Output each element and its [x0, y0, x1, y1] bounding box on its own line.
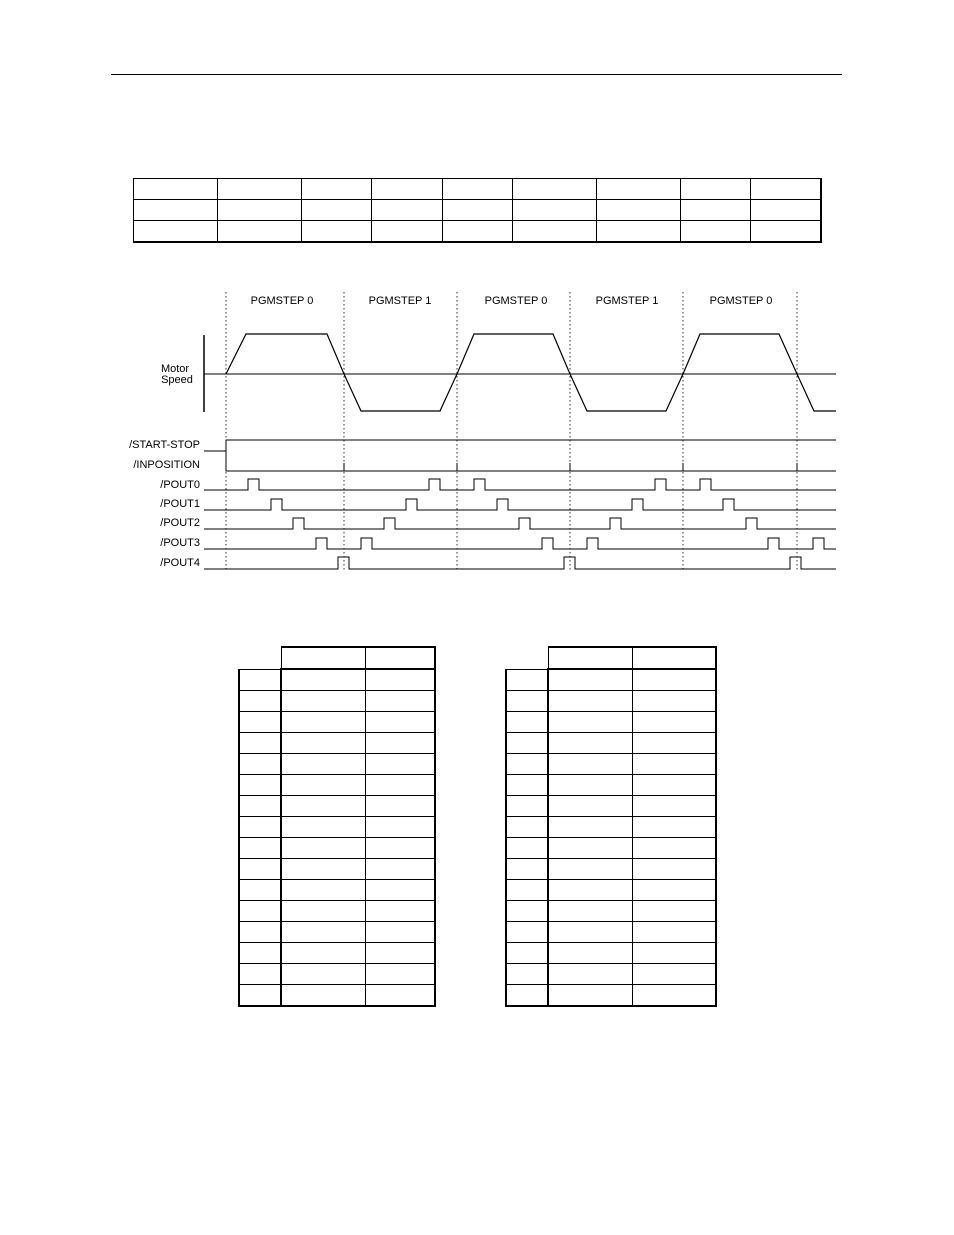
pout2-trace	[204, 518, 836, 529]
table-cell	[548, 669, 632, 691]
table-header-cell	[281, 647, 365, 669]
table-cell	[281, 733, 365, 754]
table-cell	[281, 796, 365, 817]
table-cell	[281, 964, 365, 985]
table-cell	[506, 922, 548, 943]
table-cell	[632, 985, 716, 1007]
table-cell	[365, 691, 435, 712]
table-cell	[632, 880, 716, 901]
table-row	[506, 712, 716, 733]
table-row	[506, 922, 716, 943]
table-row	[506, 691, 716, 712]
step-label: PGMSTEP 0	[250, 295, 314, 307]
table-cell	[506, 943, 548, 964]
signal-label: /POUT4	[160, 557, 200, 569]
table-cell	[239, 901, 281, 922]
table-cell	[548, 922, 632, 943]
table-row	[506, 754, 716, 775]
table-cell	[632, 901, 716, 922]
table-cell	[506, 669, 548, 691]
table-cell	[281, 922, 365, 943]
table-row	[506, 733, 716, 754]
table-cell	[281, 859, 365, 880]
table-cell	[365, 985, 435, 1007]
table-cell	[632, 922, 716, 943]
table-row	[506, 880, 716, 901]
table-cell	[365, 922, 435, 943]
step-label: PGMSTEP 0	[484, 295, 548, 307]
table-cell	[239, 669, 281, 691]
table-cell	[632, 754, 716, 775]
table-cell	[548, 964, 632, 985]
table-cell	[365, 880, 435, 901]
start-stop-trace	[204, 440, 836, 451]
pout0-trace	[204, 479, 836, 490]
inposition-trace	[226, 451, 836, 471]
signal-label: /START-STOP	[129, 439, 200, 451]
table-cell	[239, 880, 281, 901]
table-cell	[365, 775, 435, 796]
table-row	[239, 964, 435, 985]
table-cell	[506, 985, 548, 1007]
table-row	[506, 669, 716, 691]
table-cell	[239, 985, 281, 1007]
table-row	[239, 880, 435, 901]
table-cell	[506, 796, 548, 817]
table-cell	[365, 943, 435, 964]
table-cell	[365, 754, 435, 775]
table-header-row	[506, 647, 716, 669]
table-cell	[506, 691, 548, 712]
table-cell	[281, 754, 365, 775]
table-cell	[632, 943, 716, 964]
table-row	[239, 712, 435, 733]
table-cell	[365, 796, 435, 817]
table-cell	[365, 669, 435, 691]
table-cell	[365, 901, 435, 922]
table-cell	[506, 859, 548, 880]
table-cell	[506, 964, 548, 985]
table-row	[239, 669, 435, 691]
table-cell	[506, 733, 548, 754]
table-cell	[548, 985, 632, 1007]
table-cell	[548, 712, 632, 733]
table-cell	[281, 880, 365, 901]
table-row	[239, 754, 435, 775]
table-cell	[632, 691, 716, 712]
table-cell	[365, 838, 435, 859]
table-cell	[281, 691, 365, 712]
table-cell	[365, 817, 435, 838]
table-row	[506, 943, 716, 964]
table-cell	[506, 880, 548, 901]
table-cell	[239, 754, 281, 775]
table-cell	[632, 669, 716, 691]
table-cell	[506, 817, 548, 838]
pout1-trace	[204, 499, 836, 510]
table-cell	[632, 838, 716, 859]
table-row	[239, 691, 435, 712]
table-row	[506, 838, 716, 859]
table-cell	[548, 733, 632, 754]
pout4-trace	[204, 557, 836, 569]
motor-speed-label: Speed	[161, 374, 193, 386]
header-spacer	[506, 647, 548, 669]
signal-label: /POUT2	[160, 517, 200, 529]
table-row	[239, 775, 435, 796]
table-row	[506, 775, 716, 796]
step-label: PGMSTEP 1	[595, 295, 659, 307]
table-row	[506, 859, 716, 880]
table-cell	[281, 712, 365, 733]
table-cell	[239, 859, 281, 880]
table-row	[239, 733, 435, 754]
table-cell	[281, 669, 365, 691]
signal-label: /INPOSITION	[133, 459, 200, 471]
signal-label: /POUT3	[160, 537, 200, 549]
table-row	[239, 943, 435, 964]
table-row	[506, 901, 716, 922]
table-cell	[281, 901, 365, 922]
step-label: PGMSTEP 1	[368, 295, 432, 307]
motor-speed-profile	[226, 334, 836, 411]
table-cell	[548, 880, 632, 901]
table-row	[239, 796, 435, 817]
table-cell	[548, 775, 632, 796]
table-row	[239, 859, 435, 880]
table-cell	[548, 943, 632, 964]
pout3-trace	[204, 538, 836, 549]
table-cell	[281, 943, 365, 964]
signal-label: /POUT1	[160, 498, 200, 510]
table-header-cell	[365, 647, 435, 669]
table-row	[506, 964, 716, 985]
table-row	[506, 796, 716, 817]
table-cell	[239, 964, 281, 985]
table-cell	[239, 712, 281, 733]
table-cell	[548, 901, 632, 922]
table-cell	[548, 754, 632, 775]
table-cell	[239, 922, 281, 943]
step-label: PGMSTEP 0	[709, 295, 773, 307]
table-cell	[632, 796, 716, 817]
table-cell	[239, 775, 281, 796]
table-header-cell	[548, 647, 632, 669]
table-cell	[239, 817, 281, 838]
table-cell	[506, 754, 548, 775]
table-cell	[281, 985, 365, 1007]
step-table-right	[505, 646, 717, 1007]
table-cell	[365, 733, 435, 754]
table-cell	[239, 796, 281, 817]
table-cell	[281, 838, 365, 859]
table-cell	[632, 964, 716, 985]
table-cell	[506, 901, 548, 922]
table-row	[239, 901, 435, 922]
table-row	[506, 985, 716, 1007]
table-cell	[506, 712, 548, 733]
table-row	[239, 817, 435, 838]
table-cell	[365, 859, 435, 880]
table-cell	[239, 943, 281, 964]
table-cell	[632, 775, 716, 796]
table-row	[239, 922, 435, 943]
table-cell	[548, 691, 632, 712]
table-header-cell	[632, 647, 716, 669]
table-cell	[506, 838, 548, 859]
step-table-left	[238, 646, 436, 1007]
table-cell	[281, 775, 365, 796]
table-cell	[281, 817, 365, 838]
table-cell	[632, 859, 716, 880]
table-row	[239, 838, 435, 859]
table-cell	[632, 712, 716, 733]
table-row	[506, 817, 716, 838]
table-cell	[365, 964, 435, 985]
motor-speed-label: Motor	[160, 363, 190, 375]
table-cell	[548, 859, 632, 880]
table-cell	[632, 733, 716, 754]
table-cell	[548, 838, 632, 859]
table-header-row	[239, 647, 435, 669]
table-cell	[365, 712, 435, 733]
table-cell	[239, 691, 281, 712]
table-cell	[632, 817, 716, 838]
table-cell	[548, 817, 632, 838]
table-cell	[239, 733, 281, 754]
header-spacer	[239, 647, 281, 669]
signal-label: /POUT0	[160, 479, 200, 491]
table-cell	[506, 775, 548, 796]
table-row	[239, 985, 435, 1007]
table-cell	[239, 838, 281, 859]
table-cell	[548, 796, 632, 817]
